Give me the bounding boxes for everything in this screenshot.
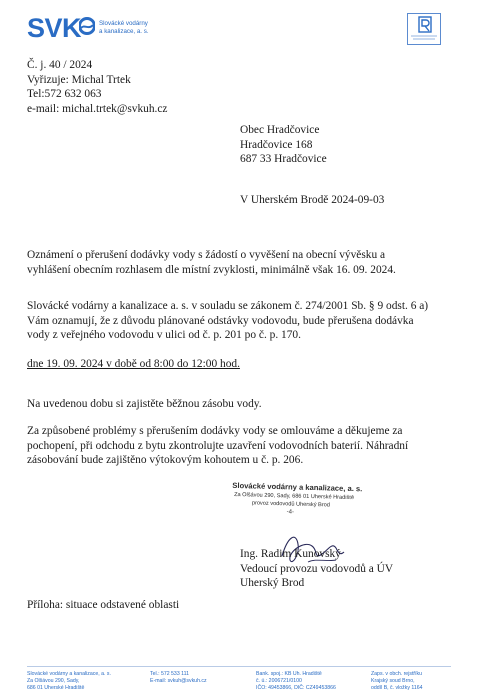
recipient-street: Hradčovice 168 [240,138,313,151]
stamp-department: provoz vodovodů Uherský Brod [251,500,330,509]
logo-tagline-line: a kanalizace, a. s. [99,28,149,35]
iqnet-certification-icon [408,14,440,44]
subject-line: vyhlášení obecním rozhlasem dle místní zvyklosti, minimálně však 16. 09. 2024. [27,263,396,276]
footer-line: Zaps. v obch. rejstříku [371,671,423,677]
outage-time: dne 19. 09. 2024 v době od 8:00 do 12:00 hod. [27,358,240,370]
footer-divider [27,666,451,667]
signatory-name: Ing. Radim Kunovský [240,548,341,560]
footer-company-address [27,671,111,693]
logo-tagline [99,20,149,36]
reference-number: Č. j. 40 / 2024 [27,59,93,71]
stamp-company-name: Slovácké vodárny a kanalizace, a. s. [232,480,363,494]
footer-line: č. ú.: 2006721/0100 [256,678,302,685]
stamp-address: Za Olšávou 290, Sady, 686 01 Uherské Hradiště [234,491,355,502]
footer-line: 686 01 Uherské Hradiště [27,685,85,692]
signatory-role: Vedoucí provozu vodovodů a ÚV [240,562,394,575]
footer-line: Krajský soud Brno, [371,678,415,685]
signature-block [240,547,393,591]
footer-line: Za Olšávou 290, Sady, [27,678,80,685]
footer-bank-details [256,671,336,693]
paragraph-line: pochopení, při odchodu z bytu zkontrolujte uzavření vodovodních baterií. Náhradní [27,439,409,452]
paragraph-line: zásobování bude zajištěno výtokovým kohoutem u č. p. 206. [27,454,304,467]
logo-wordmark: SVK [27,13,82,43]
footer-line: Tel.: 572 533 111 [150,671,190,677]
footer-line: Bank. spoj.: KB Uh. Hradiště [256,671,322,677]
handler-name: Vyřizuje: Michal Trtek [27,73,131,86]
attachment-note: Příloha: situace odstavené oblasti [27,599,180,611]
letter-footer [0,662,478,700]
footer-line: oddíl B, č. vložky 1164 [371,685,423,692]
sender-block [27,58,168,116]
place-and-date: V Uherském Brodě 2024-09-03 [240,194,385,206]
recipient-name: Obec Hradčovice [240,124,320,136]
company-logo [27,14,149,42]
footer-line: E-mail: svkuh@svkuh.cz [150,678,207,685]
recipient-city: 687 33 Hradčovice [240,153,327,166]
notice-paragraph [27,299,428,343]
apology-paragraph [27,424,408,468]
company-stamp [232,480,393,519]
certification-logo [407,13,441,45]
footer-contact [150,671,207,685]
recipient-address [240,123,327,167]
logo-tagline-line: Slovácké vodárny [99,20,148,27]
footer-line: IČO: 49453866, DIČ: CZ49453866 [256,685,336,692]
stamp-number: -4- [286,509,295,516]
subject-line: Oznámení o přerušení dodávky vody s žádostí o vyvěšení na obecní vývěsku a [27,249,386,261]
logo-wave-icon [79,15,95,42]
signatory-location: Uherský Brod [240,577,305,590]
subject [27,248,396,277]
paragraph-line: vody z veřejného vodovodu v ulici od č. p. 201 po č. p. 170. [27,329,301,342]
paragraph-line: Za způsobené problémy s přerušením dodávky vody se omlouváme a děkujeme za [27,425,403,437]
footer-line: Slovácké vodárny a kanalizace, a. s. [27,671,111,677]
water-supply-advice: Na uvedenou dobu si zajistěte běžnou zásobu vody. [27,398,262,410]
handler-email: e-mail: michal.trtek@svkuh.cz [27,102,168,115]
paragraph-line: Slovácké vodárny a kanalizace a. s. v souladu se zákonem č. 274/2001 Sb. § 9 odst. 6 a) [27,300,429,312]
handler-phone: Tel:572 632 063 [27,88,102,101]
footer-registry [371,671,423,693]
paragraph-line: Vám oznamují, že z důvodu plánované odstávky vodovodu, bude přerušena dodávka [27,314,414,327]
